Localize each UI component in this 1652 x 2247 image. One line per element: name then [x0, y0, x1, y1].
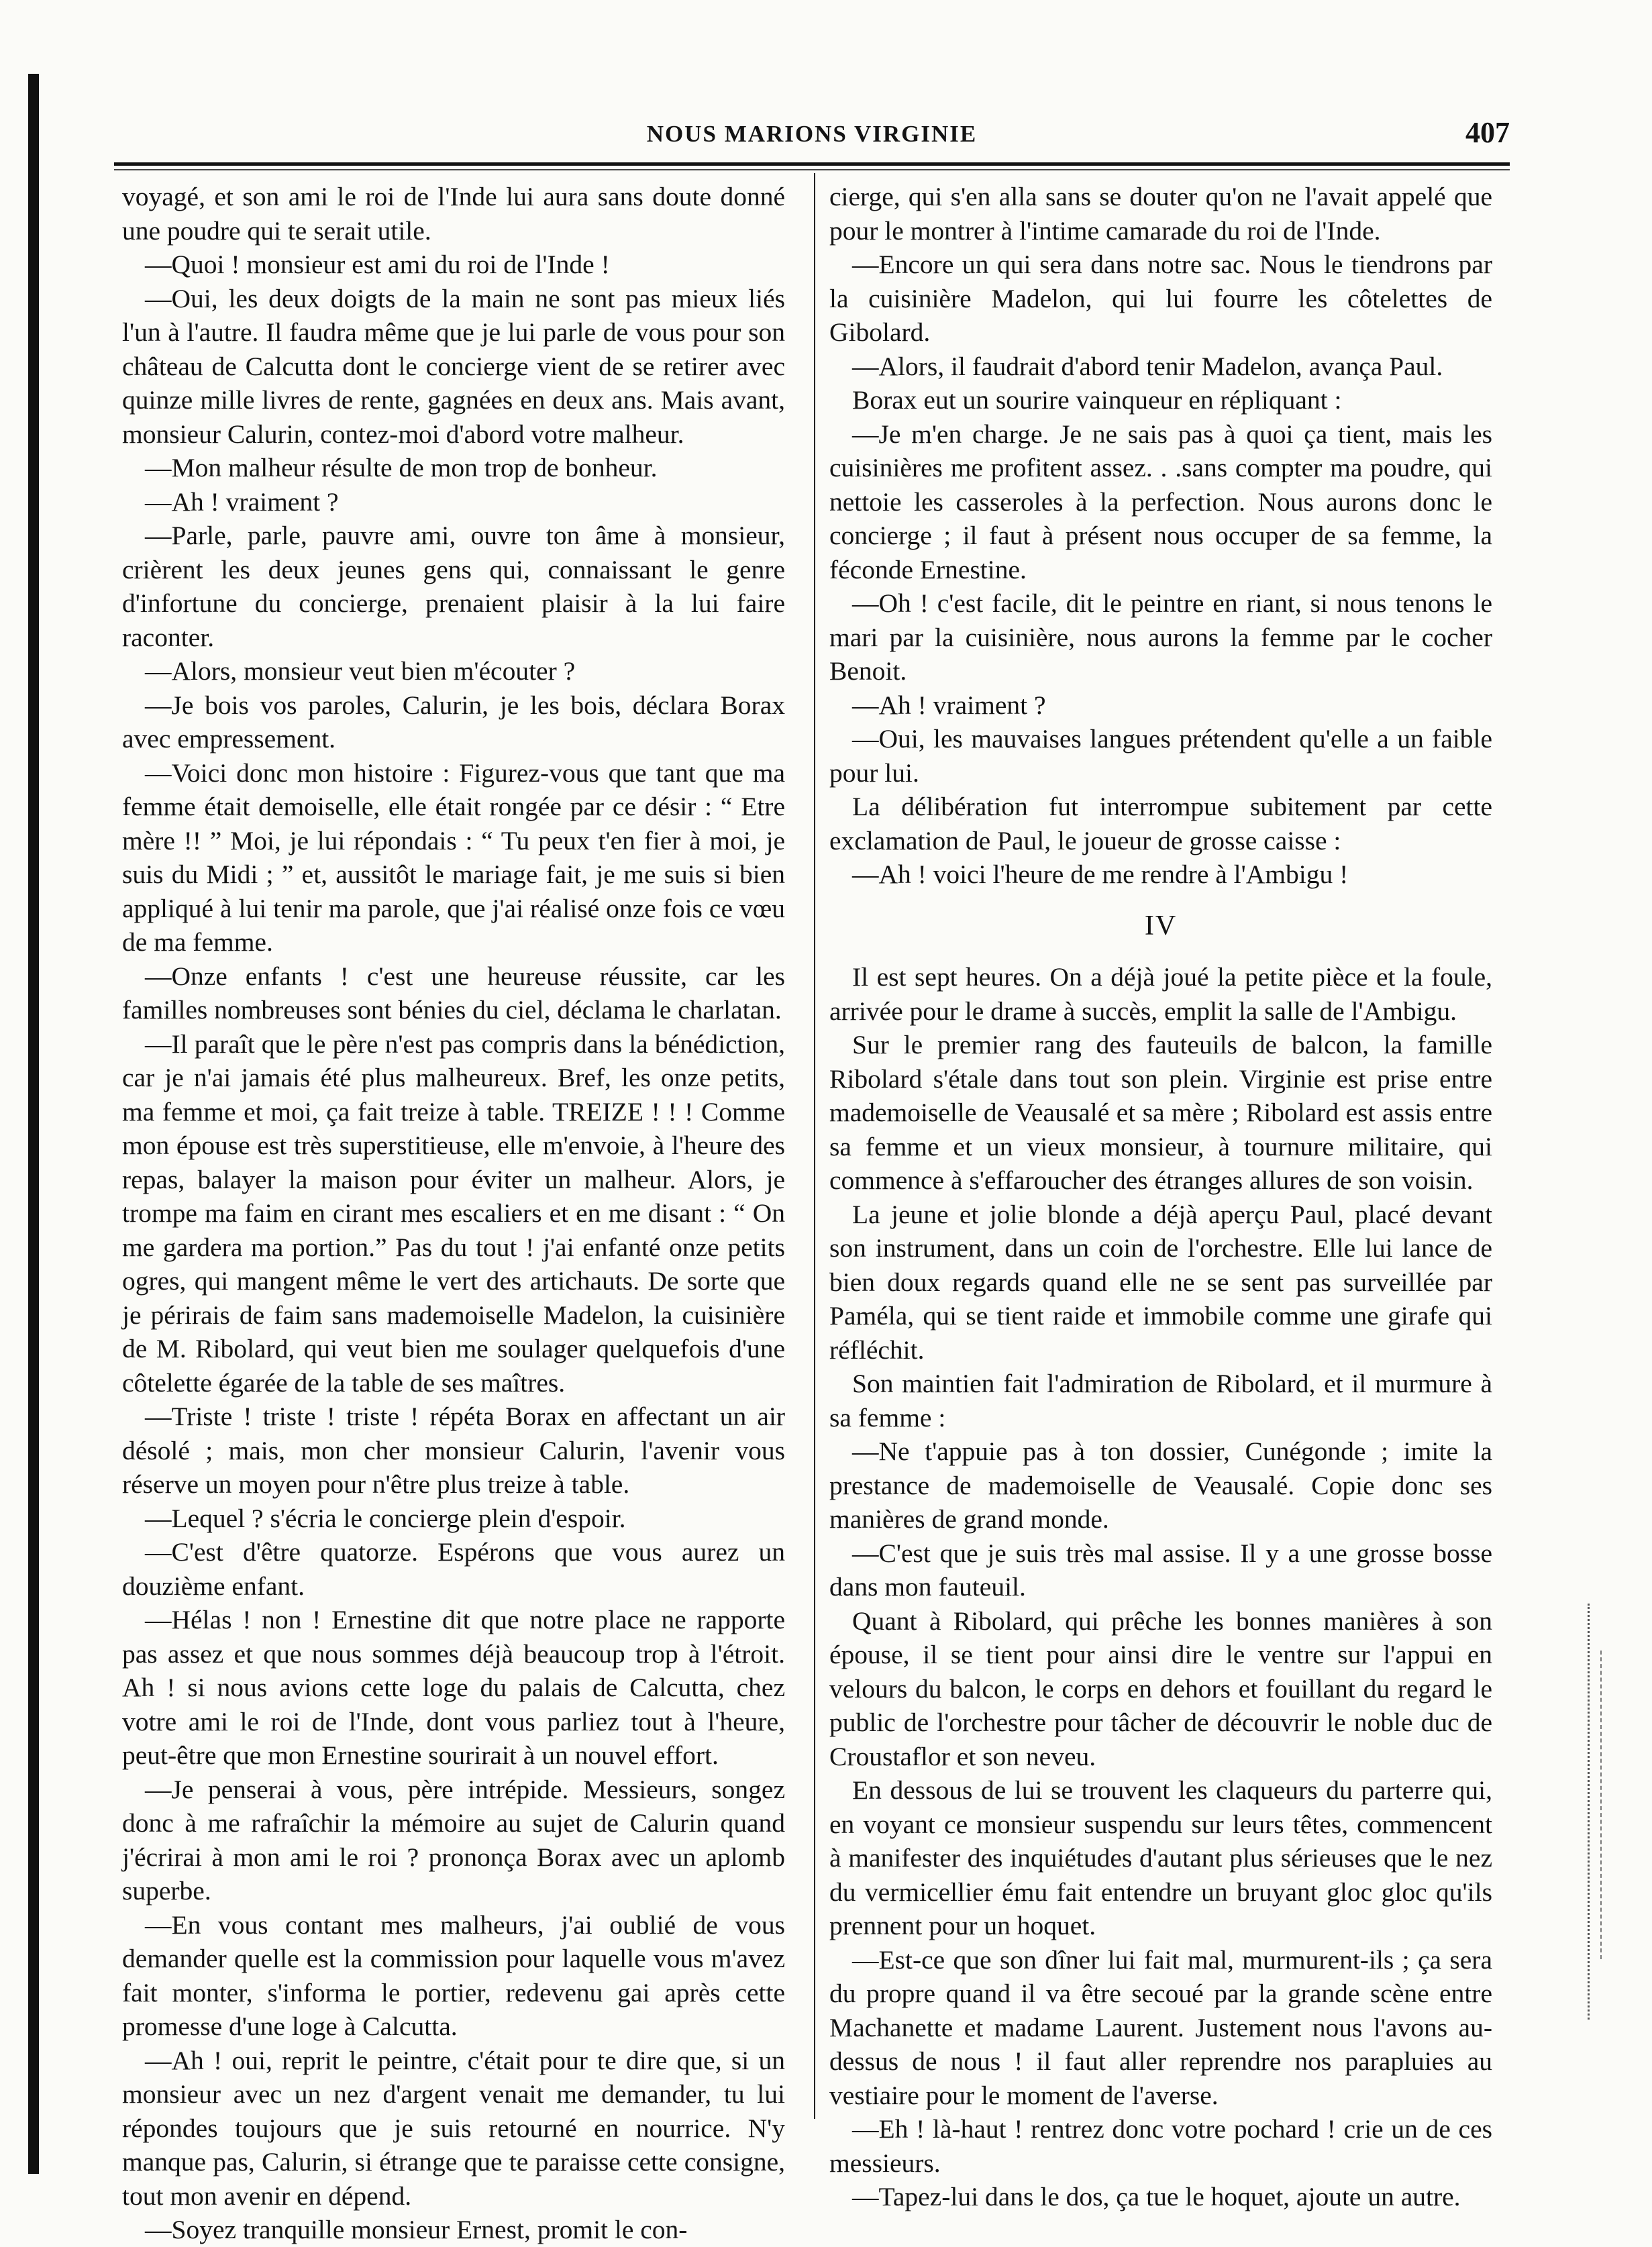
paragraph: —Parle, parle, pauvre ami, ouvre ton âme à monsieur, crièrent les deux jeunes gens qui, connaissant le genre d'infortune du concierge, prenaient plaisir à la lui faire raconter. — [122, 521, 785, 652]
paragraph: —Ne t'appuie pas à ton dossier, Cunégonde ; imite la prestance de mademoiselle de Veausalé. Copie donc ses manières de grand monde. — [829, 1436, 1492, 1534]
paragraph: —En vous contant mes malheurs, j'ai oublié de vous demander quelle est la commission pour laquelle vous m'avez fait monter, s'informa le portier, redevenu gai après cette promesse d'une loge à Calcutta. — [122, 1910, 785, 2041]
paragraph: —Voici donc mon histoire : Figurez-vous que tant que ma femme était demoiselle, elle était rongée par ce désir : “ Etre mère !! ” Moi, je lui répondais : “ Tu peux t'en fier à moi, je suis du Midi ; ” et, aussitôt le mariage fait, je me suis si bien appliqué à lui tenir ma parole, que j'ai réalisé onze fois ce vœu de ma femme. — [122, 757, 785, 957]
paragraph: —Ah ! vraiment ? — [145, 486, 339, 517]
binding-edge-bar — [28, 74, 39, 2174]
paragraph: Sur le premier rang des fauteuils de balcon, la famille Ribolard s'étale dans tout son plein. Virginie est prise entre mademoiselle de Veausalé et sa mère ; Ribolard est assis entre sa femme et un vieux monsieur, à tournure militaire, qui commence à s'effaroucher des étranges allures de son voisin. — [829, 1030, 1492, 1195]
paragraph: —Mon malheur résulte de mon trop de bonheur. — [145, 453, 658, 482]
right-text-column — [829, 180, 1492, 2214]
paragraph: —Ah ! voici l'heure de me rendre à l'Ambigu ! — [852, 859, 1349, 889]
paragraph: —Alors, il faudrait d'abord tenir Madelon, avança Paul. — [852, 351, 1443, 381]
paragraph: voyagé, et son ami le roi de l'Inde lui aura sans doute donné une poudre qui te serait utile. — [122, 182, 785, 246]
left-text-column — [122, 180, 785, 2247]
paragraph: —Je penserai à vous, père intrépide. Messieurs, songez donc à me rafraîchir la mémoire au sujet de Calurin quand j'écrirai à mon ami le roi ? prononça Borax avec un aplomb superbe. — [122, 1774, 785, 1905]
paragraph: Il est sept heures. On a déjà joué la petite pièce et la foule, arrivée pour le drame à succès, emplit la salle de l'Ambigu. — [829, 962, 1492, 1026]
paragraph: —Soyez tranquille monsieur Ernest, promit le con- — [145, 2215, 688, 2244]
paragraph: La délibération fut interrompue subitement par cette exclamation de Paul, le joueur de grosse caisse : — [829, 792, 1492, 855]
running-title: NOUS MARIONS VIRGINIE — [646, 121, 978, 147]
paragraph: —Oui, les mauvaises langues prétendent qu'elle a un faible pour lui. — [829, 724, 1492, 788]
paragraph: En dessous de lui se trouvent les claqueurs du parterre qui, en voyant ce monsieur suspendu sur leurs têtes, commencent à manifester des inquiétudes d'autant plus sérieuses que le nez du vermicellier ému fait entendre un bruyant gloc gloc qu'ils prennent pour un hoquet. — [829, 1775, 1492, 1940]
paragraph: —Je bois vos paroles, Calurin, je les bois, déclara Borax avec empressement. — [122, 690, 785, 753]
right-column-part-2 — [829, 960, 1492, 2214]
paragraph: —Il paraît que le père n'est pas compris dans la bénédiction, car je n'ai jamais été plus malheureux. Bref, les onze petits, ma femme et moi, ça fait treize à table. TREIZE ! ! ! Comme mon épouse est très superstitieuse, elle m'envoie, à l'heure des repas, balayer la maison pour éviter un malheur. Alors, je trompe ma faim en cirant mes escaliers et en me disant : “ On me gardera ma portion.” Pas du tout ! j'ai enfanté onze petits ogres, qui mangent même le vert des artichauts. De sorte que je périrais de faim sans mademoiselle Madelon, la cuisinière de M. Ribolard, qui veut bien me soulager quelquefois d'une côtelette égarée de la table de ses maîtres. — [122, 1029, 785, 1398]
paragraph: —Je m'en charge. Je ne sais pas à quoi ça tient, mais les cuisinières me profitent assez. . .sans compter ma poudre, qui nettoie les casseroles à la perfection. Nous aurons donc le concierge ; il faut à présent nous occuper de sa femme, la féconde Ernestine. — [829, 419, 1492, 584]
margin-scan-artifact — [1588, 1604, 1595, 2020]
paragraph: —Oh ! c'est facile, dit le peintre en riant, si nous tenons le mari par la cuisinière, nous aurons la femme par le cocher Benoit. — [829, 588, 1492, 686]
paragraph: —Hélas ! non ! Ernestine dit que notre place ne rapporte pas assez et que nous sommes déjà beaucoup trop à l'étroit. Ah ! si nous avions cette loge du palais de Calcutta, chez votre ami le roi de l'Inde, dont vous parliez tout à l'heure, peut-être que mon Ernestine sourirait à un nouvel effort. — [122, 1605, 785, 1770]
paragraph: —Oui, les deux doigts de la main ne sont pas mieux liés l'un à l'autre. Il faudra même que je lui parle de vous pour son château de Calcutta dont le concierge vient de se retirer avec quinze mille livres de rente, gagnées en deux ans. Mais avant, monsieur Calurin, contez-moi d'abord votre malheur. — [122, 283, 785, 449]
paragraph: —Eh ! là-haut ! rentrez donc votre pochard ! crie un de ces messieurs. — [829, 2114, 1492, 2178]
running-header — [114, 115, 1510, 156]
column-divider — [814, 173, 815, 2119]
paragraph: —Quoi ! monsieur est ami du roi de l'Inde ! — [145, 250, 610, 279]
paragraph: —Lequel ? s'écria le concierge plein d'espoir. — [145, 1503, 626, 1533]
paragraph: —Ah ! vraiment ? — [852, 690, 1046, 720]
right-column-part-1 — [829, 180, 1492, 892]
paragraph: —Alors, monsieur veut bien m'écouter ? — [145, 656, 576, 686]
page-number: 407 — [1465, 116, 1510, 149]
paragraph: cierge, qui s'en alla sans se douter qu'on ne l'avait appelé que pour le montrer à l'intime camarade du roi de l'Inde. — [829, 182, 1492, 246]
chapter-heading: IV — [1144, 910, 1178, 941]
paragraph: Son maintien fait l'admiration de Ribolard, et il murmure à sa femme : — [829, 1369, 1492, 1432]
paragraph: —Encore un qui sera dans notre sac. Nous le tiendrons par la cuisinière Madelon, qui lui fourre les côtelettes de Gibolard. — [829, 250, 1492, 347]
header-rule — [114, 162, 1510, 166]
paragraph: —Triste ! triste ! triste ! répéta Borax en affectant un air désolé ; mais, mon cher monsieur Calurin, l'avenir vous réserve un moyen pour n'être plus treize à table. — [122, 1402, 785, 1499]
paragraph: —Onze enfants ! c'est une heureuse réussite, car les familles nombreuses sont bénies du ciel, déclama le charlatan. — [122, 961, 785, 1025]
paragraph: —Tapez-lui dans le dos, ça tue le hoquet, ajoute un autre. — [852, 2182, 1461, 2211]
paragraph: Quant à Ribolard, qui prêche les bonnes manières à son épouse, il se tient pour ainsi dire le ventre sur l'appui en velours du balcon, le corps en dehors et fouillant du regard le public de l'orchestre pour tâcher de découvrir le noble duc de Croustaflor et son neveu. — [829, 1606, 1492, 1771]
paragraph: La jeune et jolie blonde a déjà aperçu Paul, placé devant son instrument, dans un coin de l'orchestre. Elle lui lance de bien doux regards quand elle ne se sent pas surveillée par Paméla, qui se tient raide et immobile comme une girafe qui réfléchit. — [829, 1199, 1492, 1365]
header-rule-thin — [114, 169, 1510, 170]
paragraph: —C'est d'être quatorze. Espérons que vous aurez un douzième enfant. — [122, 1537, 785, 1601]
paragraph: —C'est que je suis très mal assise. Il y a une grosse bosse dans mon fauteuil. — [829, 1538, 1492, 1602]
paragraph: —Est-ce que son dîner lui fait mal, murmurent-ils ; ça sera du propre quand il va être secoué par la grande scène entre Machanette et madame Laurent. Justement nous l'avons au-dessus de nous ! il faut aller reprendre nos parapluies au vestiaire pour le moment de l'averse. — [829, 1944, 1492, 2110]
paragraph: —Ah ! oui, reprit le peintre, c'était pour te dire que, si un monsieur avec un nez d'argent venait me demander, tu lui répondes toujours que je suis retourné en nourrice. N'y manque pas, Calurin, si étrange que te paraisse cette consigne, tout mon avenir en dépend. — [122, 2045, 785, 2211]
paragraph: Borax eut un sourire vainqueur en répliquant : — [852, 385, 1342, 415]
margin-scan-artifact — [1600, 1651, 1606, 1959]
